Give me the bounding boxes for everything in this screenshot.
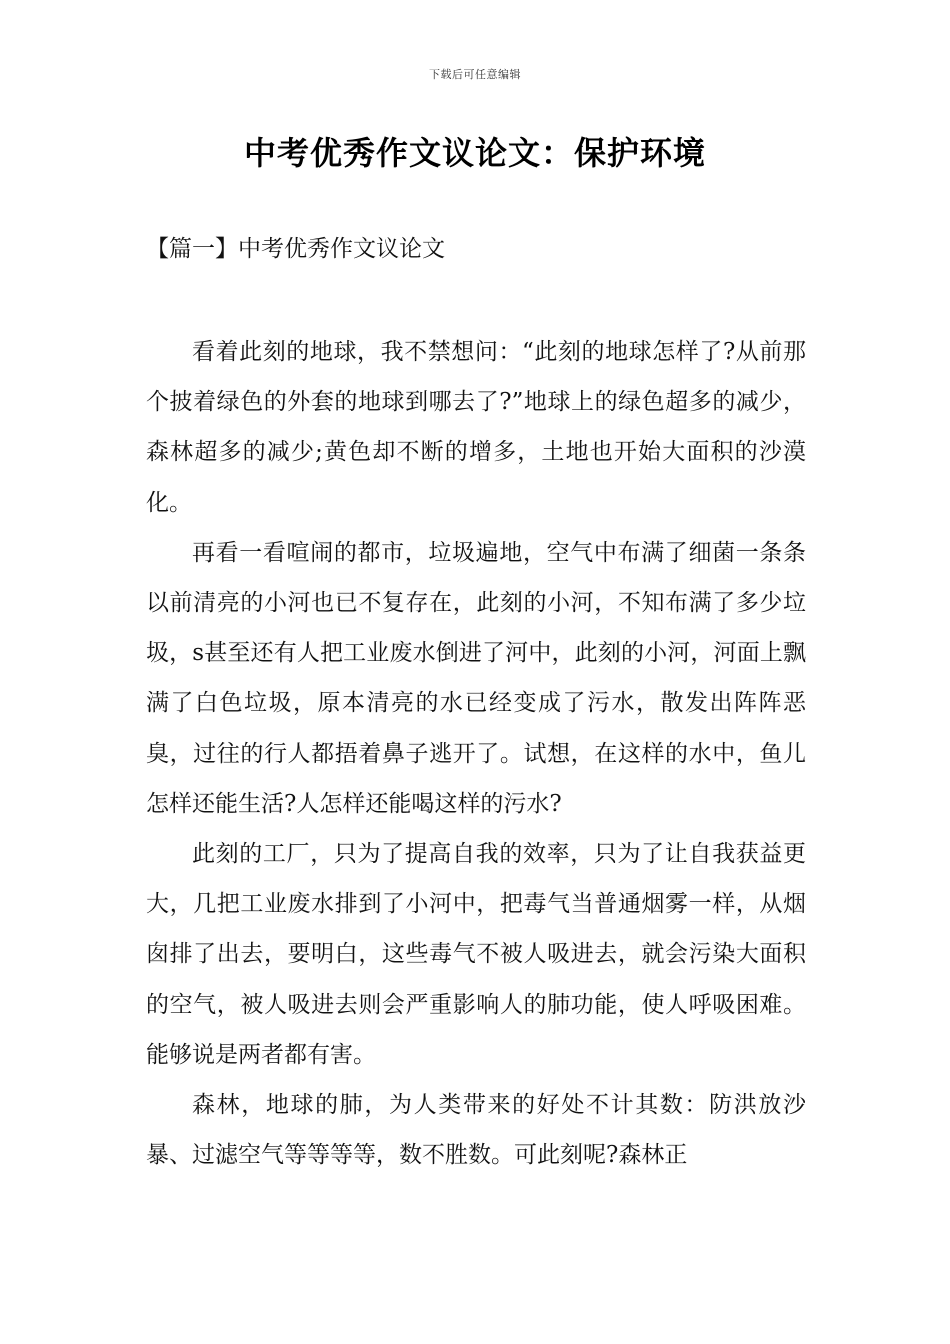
paragraph: 再看一看喧闹的都市，垃圾遍地，空气中布满了细菌一条条以前清亮的小河也已不复存在，此刻的小河，不知布满了多少垃圾，s甚至还有人把工业废水倒进了河中，此刻的小河，河面上飘满了白色垃圾，原本清亮的水已经变成了污水，散发出阵阵恶臭，过往的行人都捂着鼻子逃开了。试想，在这样的水中，鱼儿怎样还能生活?人怎样还能喝这样的污水?	[146, 539, 806, 817]
document-title: 中考优秀作文议论文：保护环境	[243, 134, 706, 172]
essay-body	[146, 327, 806, 1180]
paragraph: 此刻的工厂，只为了提高自我的效率，只为了让自我获益更大，几把工业废水排到了小河中，把毒气当普通烟雾一样，从烟囱排了出去，要明白，这些毒气不被人吸进去，就会污染大面积的空气，被人吸进去则会严重影响人的肺功能，使人呼吸困难。能够说是两者都有害。	[146, 841, 806, 1068]
header-note: 下载后可任意编辑	[429, 68, 521, 81]
section-heading: 【篇一】中考优秀作文议论文	[146, 236, 445, 262]
paragraph: 看着此刻的地球，我不禁想问：“此刻的地球怎样了?从前那个披着绿色的外套的地球到哪去了?”地球上的绿色超多的减少，森林超多的减少;黄色却不断的增多，土地也开始大面积的沙漠化。	[146, 339, 806, 516]
paragraph: 森林，地球的肺，为人类带来的好处不计其数：防洪放沙暴、过滤空气等等等等，数不胜数。可此刻呢?森林正	[146, 1092, 806, 1169]
